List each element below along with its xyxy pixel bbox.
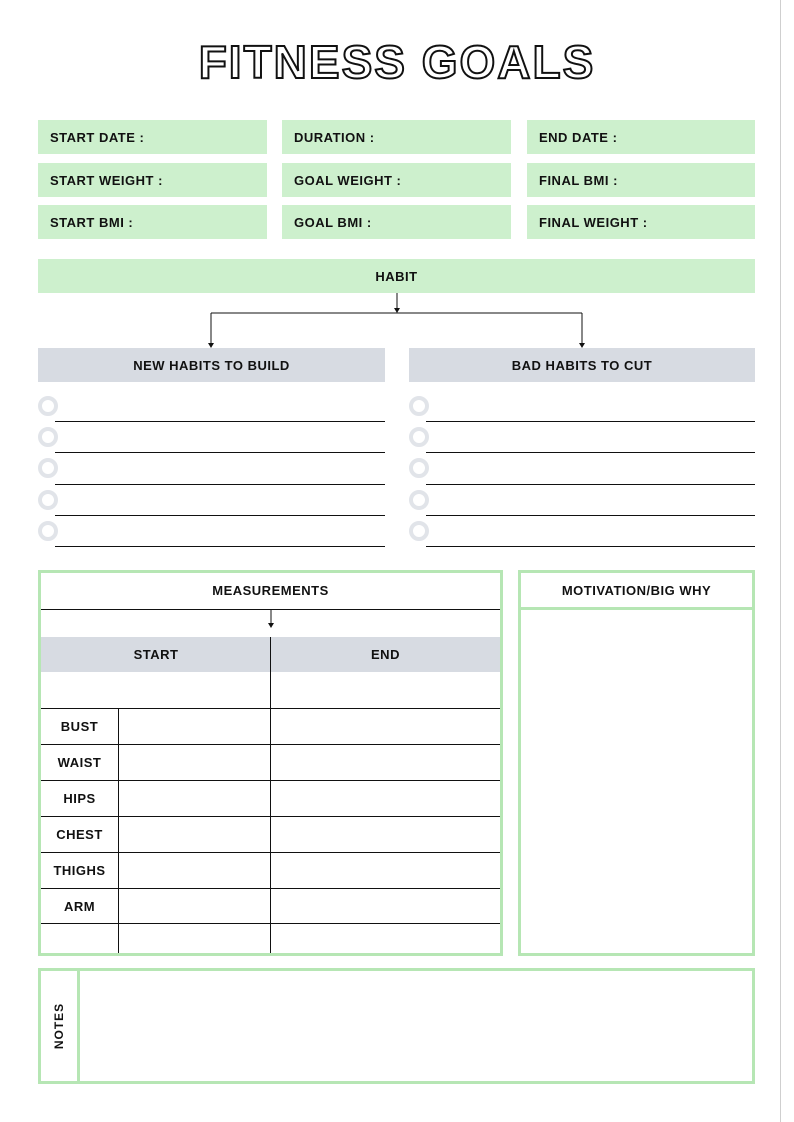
- goal-bmi-field[interactable]: [282, 205, 511, 239]
- bad-habits-header: [409, 348, 755, 382]
- new-habit-checkbox[interactable]: [38, 427, 58, 447]
- new-habit-checkbox[interactable]: [38, 396, 58, 416]
- new-habit-line[interactable]: [55, 515, 385, 516]
- table-row-label: BUST: [60, 719, 99, 734]
- start-column-label: START: [133, 647, 179, 662]
- measurements-arrow: [265, 610, 277, 630]
- habit-header-label: HABIT: [375, 268, 418, 284]
- new-habit-line[interactable]: [55, 452, 385, 453]
- start-bmi-label: START BMI :: [50, 214, 134, 230]
- bad-habit-checkbox[interactable]: [409, 396, 429, 416]
- measurements-label: MEASUREMENTS: [212, 583, 329, 598]
- start-column-header: [41, 637, 271, 672]
- motivation-box[interactable]: [518, 570, 755, 956]
- habit-connector: [0, 292, 794, 350]
- page-edge: [780, 0, 781, 1122]
- new-habit-line[interactable]: [55, 484, 385, 485]
- end-date-label: END DATE :: [539, 129, 618, 145]
- bad-habit-line[interactable]: [426, 546, 755, 547]
- bad-habit-checkbox[interactable]: [409, 458, 429, 478]
- motivation-divider: [521, 607, 752, 610]
- duration-label: DURATION :: [294, 129, 375, 145]
- bad-habit-line[interactable]: [426, 421, 755, 422]
- table-row-line: [41, 923, 500, 924]
- page-title: FITNESS GOALS: [198, 36, 596, 88]
- bad-habit-checkbox[interactable]: [409, 521, 429, 541]
- motivation-label: MOTIVATION/BIG WHY: [561, 582, 712, 598]
- table-row-label: HIPS: [63, 791, 96, 806]
- new-habit-checkbox[interactable]: [38, 490, 58, 510]
- new-habit-line[interactable]: [55, 421, 385, 422]
- table-row-label: CHEST: [56, 827, 103, 842]
- habit-header: [38, 259, 755, 293]
- measurements-header: [41, 573, 500, 608]
- final-bmi-label: FINAL BMI :: [539, 172, 618, 188]
- table-row-label: ARM: [63, 898, 96, 914]
- bad-habit-line[interactable]: [426, 515, 755, 516]
- duration-field[interactable]: [282, 120, 511, 154]
- bad-habit-line[interactable]: [426, 452, 755, 453]
- bad-habit-checkbox[interactable]: [409, 427, 429, 447]
- new-habits-header: [38, 348, 385, 382]
- motivation-header: [521, 573, 752, 607]
- goal-weight-field[interactable]: [282, 163, 511, 197]
- start-weight-field[interactable]: [38, 163, 267, 197]
- goal-weight-label: GOAL WEIGHT :: [294, 172, 402, 188]
- table-row-label: WAIST: [57, 755, 102, 770]
- end-date-field[interactable]: [527, 120, 755, 154]
- end-column-header: [271, 637, 500, 672]
- bad-habits-label: BAD HABITS TO CUT: [511, 357, 653, 373]
- start-weight-label: START WEIGHT :: [50, 172, 163, 188]
- final-weight-label: FINAL WEIGHT :: [539, 214, 648, 230]
- bad-habit-line[interactable]: [426, 484, 755, 485]
- final-weight-field[interactable]: [527, 205, 755, 239]
- notes-divider: [77, 971, 80, 1081]
- start-bmi-field[interactable]: [38, 205, 267, 239]
- new-habit-checkbox[interactable]: [38, 521, 58, 541]
- start-date-field[interactable]: [38, 120, 267, 154]
- bad-habit-checkbox[interactable]: [409, 490, 429, 510]
- notes-label: NOTES: [52, 1002, 66, 1050]
- table-row-label: THIGHS: [53, 863, 106, 878]
- notes-label-cell: [41, 971, 77, 1081]
- notes-box[interactable]: [38, 968, 755, 1084]
- new-habits-label: NEW HABITS TO BUILD: [133, 357, 290, 373]
- goal-bmi-label: GOAL BMI :: [294, 214, 372, 230]
- final-bmi-field[interactable]: [527, 163, 755, 197]
- table-divider-center: [270, 637, 271, 953]
- new-habit-line[interactable]: [55, 546, 385, 547]
- new-habit-checkbox[interactable]: [38, 458, 58, 478]
- start-date-label: START DATE :: [50, 129, 145, 145]
- end-column-label: END: [371, 647, 400, 662]
